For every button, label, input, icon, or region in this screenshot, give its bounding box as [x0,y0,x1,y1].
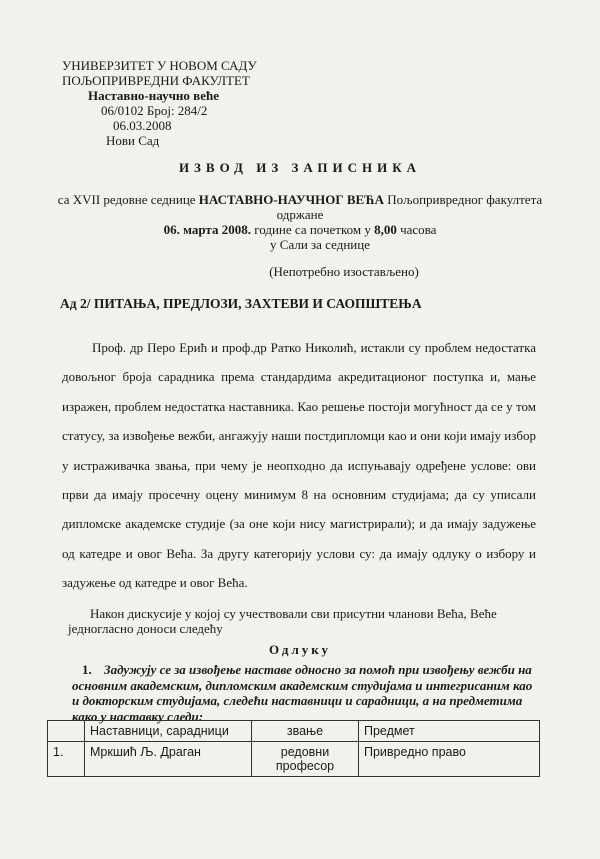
table-header-row [48,721,540,742]
document-title: ИЗВОД ИЗ ЗАПИСНИКА [178,160,422,175]
session-line-2: одржане [276,207,324,222]
university-name: УНИВЕРЗИТЕТ У НОВОМ САДУ [62,58,257,73]
reference-number: 06/0102 Број: 284/2 [101,103,208,118]
omitted-note: (Непотребно изостављено) [269,264,419,279]
session-line-4: у Сали за седнице [270,237,370,252]
session-line-3-post: часова [396,222,437,237]
body-paragraph: Проф. др Перо Ерић и проф.др Ратко Николић, истакли су проблем недостатка довољног броја сарадника према стандардима акредитационог поступка и, мање изражен, проблем недостатка наставника. Као решење постоји могућност да се у том статусу, за извођење вежби, ангажују наши постдипломци као и они који имају избор у истраживачка звања, при чему је неопходно да испуњавају одређене услове: ови први да имају просечну оцену минимум 8 на основним студијама; да су уписали дипломске академске студије (за оне који нису магистрирали); и да имају задужење од катедре и овог Већа. За другу категорију услови су: да имају одлуку о избору и задужење од катедре и овог Већа. [62,340,536,591]
table-cell: 1. [48,742,85,777]
table-header-cell: Предмет [359,721,540,742]
discussion-line-2: једногласно доноси следећу [68,621,223,636]
discussion-line-1: Након дискусије у којој су учествовали сви присутни чланови Већа, Веће [90,606,497,621]
assignments-table [47,720,540,777]
session-line-3-mid: године са почетком у [250,222,375,237]
council-name: Наставно-научно веће [88,88,219,103]
session-line-3 [0,222,600,237]
table-header-cell: Наставници, сарадници [85,721,252,742]
table-row [48,742,540,777]
table-cell: редовни професор [252,742,359,777]
session-line-1 [0,192,600,207]
table-header-cell [48,721,85,742]
session-council: НАСТАВНО-НАУЧНОГ ВЕЋА [198,192,384,207]
section-heading: Ад 2/ ПИТАЊА, ПРЕДЛОЗИ, ЗАХТЕВИ И САОПШТЕЊА [60,296,422,311]
table-cell: Привредно право [359,742,540,777]
session-date: 06. марта 2008. [163,222,251,237]
document-date: 06.03.2008 [113,118,172,133]
document-city: Нови Сад [106,133,160,148]
table-cell: Мркшић Љ. Драган [85,742,252,777]
discussion-paragraph [68,606,538,636]
session-line-1-post: Пољопривредног факултета [383,192,543,207]
session-time: 8,00 [374,222,397,237]
table-header-cell: звање [252,721,359,742]
session-line-1-pre: са XVII редовне седнице [57,192,199,207]
faculty-name: ПОЉОПРИВРЕДНИ ФАКУЛТЕТ [62,73,250,88]
decision-item-text: Задужују се за извођење наставе односно за помоћ при извођењу вежби на основним академским, дипломским академским студијама и интегрисаним као и докторским студијама, следећи наставници и сарадници, а на предметима како у наставку следи: [72,662,533,724]
decision-title: Одлуку [268,642,332,657]
decision-item [72,662,538,724]
decision-item-number: 1. [82,662,92,677]
